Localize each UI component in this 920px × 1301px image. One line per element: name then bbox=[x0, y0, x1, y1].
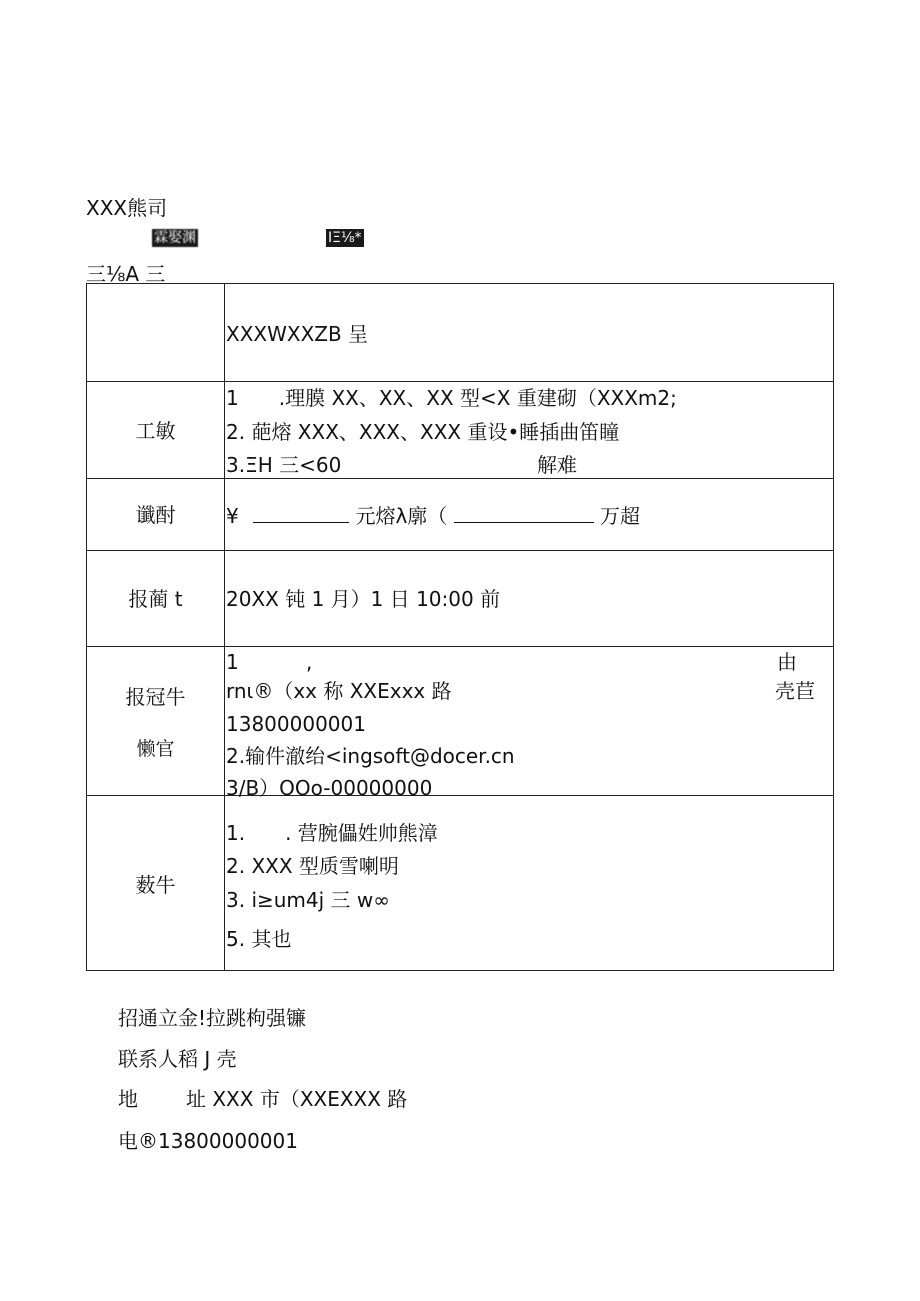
submission-label: 报冠牛 bbox=[125, 685, 186, 709]
submission-line-1-comma: , bbox=[306, 650, 313, 674]
scope-line-2: 2. 葩熔 XXX、XXX、XXX 重设•睡插曲笛瞳 bbox=[226, 420, 620, 444]
footer-contact: 联系人稻 J 壳 bbox=[118, 1047, 237, 1071]
submission-address: rnι®（xx 称 XXExxx 路 bbox=[226, 679, 452, 703]
row-divider bbox=[87, 381, 833, 382]
row-divider bbox=[87, 478, 833, 479]
scope-line-1: 1 .理膜 XX、XX、XX 型<X 重建砌（XXXm2; bbox=[226, 386, 677, 410]
submission-line-1-right: 由 bbox=[777, 650, 797, 674]
stamp-right: IΞ⅛* bbox=[328, 230, 362, 246]
row-divider bbox=[87, 795, 833, 796]
requirements-label: 薮牛 bbox=[135, 873, 176, 897]
submission-address-right: 壳苣 bbox=[775, 679, 815, 703]
budget-suffix: 万超 bbox=[600, 504, 641, 528]
requirement-4: 5. 其也 bbox=[226, 927, 292, 951]
column-divider bbox=[224, 284, 225, 970]
project-name-value: XXXWXXZB 呈 bbox=[226, 322, 369, 346]
requirement-3: 3. i≥um4j 三 w∞ bbox=[226, 888, 390, 912]
requirement-1: 1. . 营腕儡姓帅熊漳 bbox=[226, 821, 438, 845]
scope-label: 工敏 bbox=[135, 419, 176, 443]
deadline-value: 20XX 钝 1 月）1 日 10:00 前 bbox=[226, 587, 501, 611]
budget-label: 谶酎 bbox=[135, 503, 176, 527]
company-name: XXX熊司 bbox=[86, 196, 168, 220]
submission-sublabel: 懒官 bbox=[136, 738, 175, 760]
currency-symbol: ¥ bbox=[226, 504, 239, 528]
budget-blank-2 bbox=[454, 502, 594, 523]
footer-address-label: 地 bbox=[118, 1087, 138, 1111]
scope-line-3: 3.ΞH 三<60 bbox=[226, 453, 342, 477]
info-table bbox=[86, 283, 834, 971]
submission-fax: 3/B）OOo-00000000 bbox=[226, 776, 433, 800]
row-divider bbox=[87, 646, 833, 647]
requirement-2: 2. XXX 型质雪喇明 bbox=[226, 854, 399, 878]
submission-email: 2.输件澈绐<ingsoft@docer.cn bbox=[226, 744, 515, 768]
scope-line-3-note: 解难 bbox=[537, 453, 577, 477]
footer-org: 招通立金!拉跳枸强镰 bbox=[118, 1006, 307, 1030]
budget-blank-1 bbox=[253, 502, 349, 523]
submission-phone: 13800000001 bbox=[226, 712, 366, 736]
footer-address: 址 XXX 市（XXEXXX 路 bbox=[186, 1087, 408, 1111]
row-divider bbox=[87, 550, 833, 551]
deadline-label: 报蔺 t bbox=[128, 587, 183, 611]
stamp-left: 霖娶渊 bbox=[154, 230, 196, 246]
submission-line-1: 1 bbox=[226, 650, 239, 674]
document-subtitle: 三⅛A 三 bbox=[86, 262, 166, 286]
budget-value bbox=[226, 502, 640, 528]
budget-unit-text: 元熔λ廓（ bbox=[355, 504, 448, 528]
footer-phone: 电®13800000001 bbox=[118, 1129, 298, 1153]
